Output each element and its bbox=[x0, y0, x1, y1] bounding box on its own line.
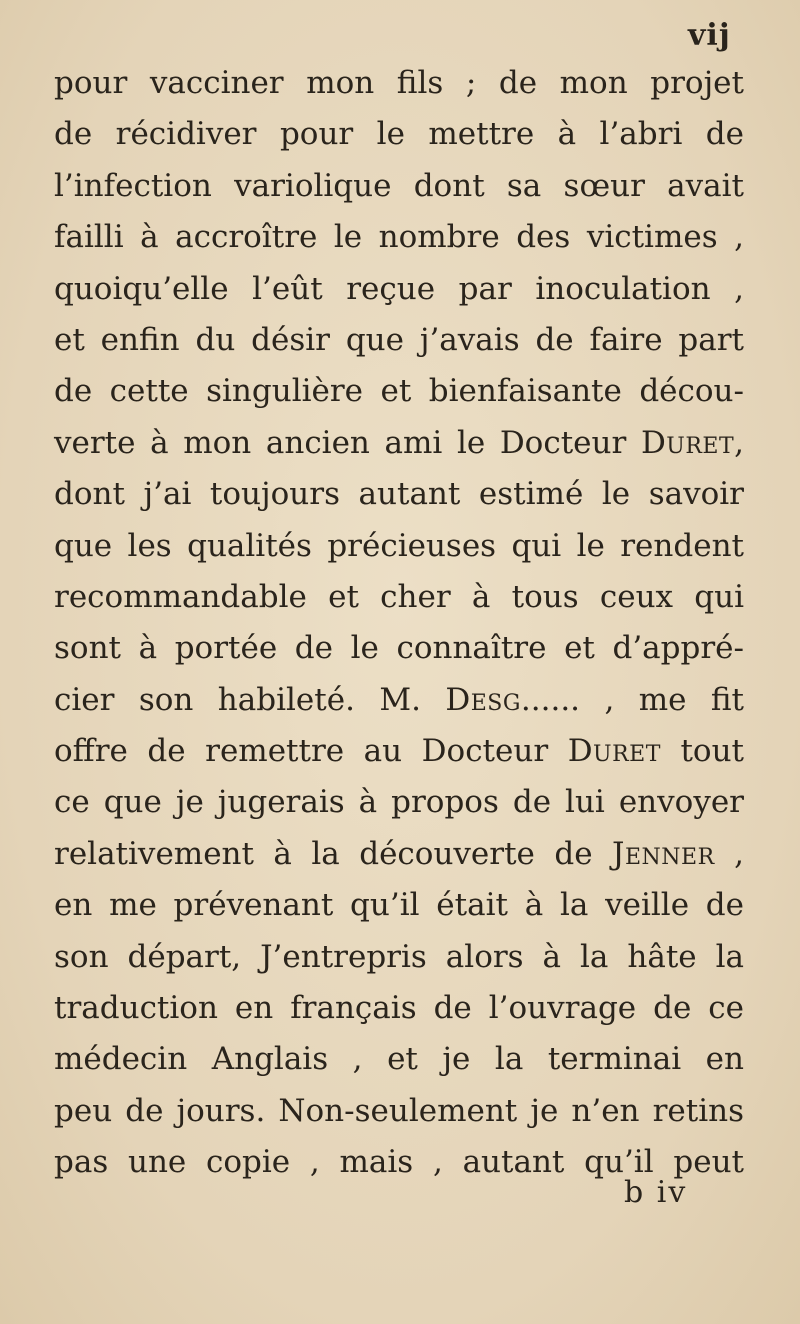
line-segment: l’infection variolique dont sa sœur avait bbox=[54, 167, 744, 204]
line-segment: de récidiver pour le mettre à l’abri de bbox=[54, 116, 744, 153]
line-segment: médecin Anglais , et je la terminai en bbox=[54, 1041, 744, 1078]
line-segment: sont à portée de le connaître et d’appré- bbox=[54, 630, 744, 667]
body-text bbox=[54, 58, 744, 1189]
text-line bbox=[54, 212, 744, 263]
line-segment: et enfin du désir que j’avais de faire part bbox=[54, 321, 744, 358]
text-line bbox=[54, 880, 744, 931]
line-segment: failli à accroître le nombre des victimes , bbox=[54, 219, 744, 256]
line-segment: ...... , me fit bbox=[520, 681, 744, 718]
line-segment: peu de jours. Non-seulement je n’en retins bbox=[54, 1092, 744, 1129]
line-segment: que les qualités précieuses qui le rendent bbox=[54, 527, 744, 564]
line-segment: de cette singulière et bienfaisante décou- bbox=[54, 373, 744, 410]
person-name: Duret bbox=[567, 733, 661, 770]
text-line bbox=[54, 777, 744, 828]
line-segment: recommandable et cher à tous ceux qui bbox=[54, 578, 744, 615]
person-name: Duret bbox=[640, 424, 735, 461]
page-number: vij bbox=[688, 18, 731, 53]
line-segment: verte à mon ancien ami le Docteur bbox=[54, 424, 641, 461]
person-name: Jenner bbox=[612, 835, 715, 872]
line-segment: , bbox=[714, 835, 744, 872]
text-line bbox=[54, 1086, 744, 1137]
text-line bbox=[54, 418, 744, 469]
line-segment: , bbox=[734, 424, 744, 461]
line-segment: ce que je jugerais à propos de lui envoyer bbox=[54, 784, 744, 821]
text-line bbox=[54, 572, 744, 623]
line-segment: pas une copie , mais , autant qu’il peut bbox=[54, 1144, 744, 1181]
line-segment: quoiqu’elle l’eût reçue par inoculation , bbox=[54, 270, 744, 307]
text-line bbox=[54, 366, 744, 417]
person-name: Desg bbox=[445, 681, 521, 718]
text-line bbox=[54, 161, 744, 212]
text-line bbox=[54, 675, 744, 726]
line-segment: relativement à la découverte de bbox=[54, 835, 613, 872]
signature-mark: b iv bbox=[624, 1175, 688, 1210]
text-line bbox=[54, 983, 744, 1034]
text-line bbox=[54, 109, 744, 160]
text-line bbox=[54, 315, 744, 366]
line-segment: tout bbox=[660, 733, 744, 770]
text-line bbox=[54, 58, 744, 109]
line-segment: traduction en français de l’ouvrage de ce bbox=[54, 990, 744, 1027]
line-segment: en me prévenant qu’il était à la veille de bbox=[54, 887, 744, 924]
line-segment: son départ, J’entrepris alors à la hâte la bbox=[54, 938, 744, 975]
line-segment: offre de remettre au Docteur bbox=[54, 733, 568, 770]
text-line bbox=[54, 469, 744, 520]
line-segment: pour vacciner mon fils ; de mon projet bbox=[54, 65, 744, 101]
line-segment: cier son habileté. M. bbox=[54, 681, 446, 718]
text-line bbox=[54, 829, 744, 880]
line-segment: dont j’ai toujours autant estimé le savoir bbox=[54, 476, 744, 513]
text-line bbox=[54, 623, 744, 674]
text-line bbox=[54, 726, 744, 777]
text-line bbox=[54, 932, 744, 983]
text-line bbox=[54, 264, 744, 315]
text-line bbox=[54, 521, 744, 572]
text-line bbox=[54, 1034, 744, 1085]
